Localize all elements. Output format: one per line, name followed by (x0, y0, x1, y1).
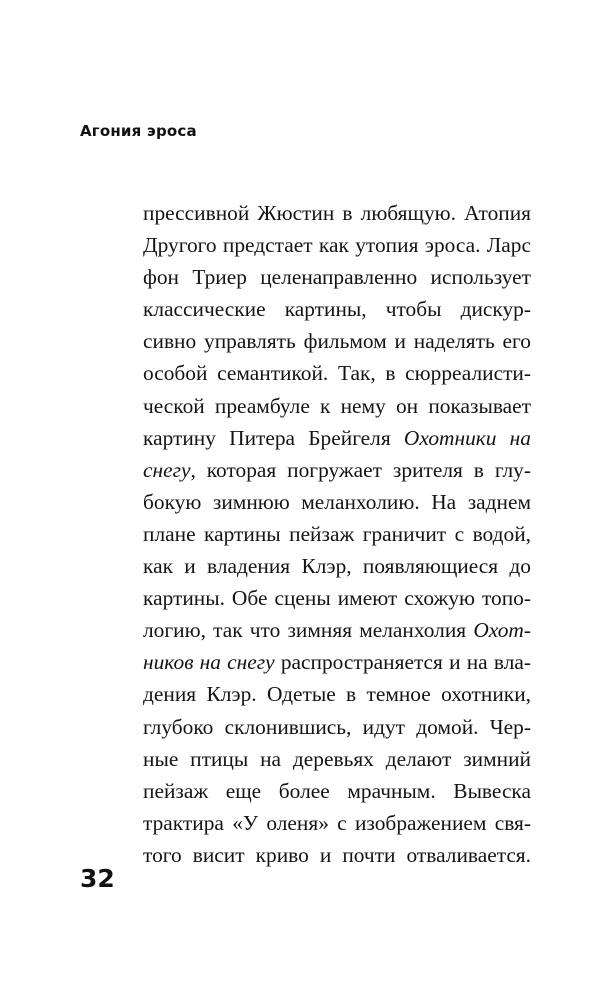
text-run: бокую зимнюю меланхолию. На заднем (143, 489, 531, 514)
italic-title-text: ников на снегу (143, 650, 275, 675)
text-line (143, 775, 531, 807)
text-line (143, 422, 531, 454)
running-head-title: Агония эроса (80, 122, 197, 140)
text-run: фон Триер целенаправленно использует (143, 265, 531, 290)
text-line (143, 261, 531, 293)
text-run: распространяется и на вла- (274, 650, 531, 675)
text-line (143, 839, 531, 871)
text-run: особой семантикой. Так, в сюрреалисти- (143, 361, 531, 386)
text-line (143, 293, 531, 325)
page-number: 32 (80, 864, 115, 893)
text-run: логию, так что зимняя меланхолия (143, 618, 474, 643)
text-run: глубоко склонившись, идут домой. Чер- (143, 714, 531, 739)
text-line (143, 486, 531, 518)
text-run: сивно управлять фильмом и наделять его (143, 329, 531, 354)
italic-title-text: снегу (143, 457, 191, 482)
text-run: , которая погружает зрителя в глу- (190, 457, 531, 482)
text-run: картины. Обе сцены имеют схожую топо- (143, 586, 531, 611)
text-line (143, 357, 531, 389)
text-run: дения Клэр. Одетые в темное охотники, (143, 682, 531, 707)
text-run: того висит криво и почти отваливается. (143, 842, 531, 867)
text-run: плане картины пейзаж граничит с водой, (143, 521, 531, 546)
italic-title-text: Охотники на (403, 425, 531, 450)
text-line (143, 614, 531, 646)
text-run: трактира «У оленя» с изображением свя- (143, 810, 531, 835)
text-run: Другого предстает как утопия эроса. Ларс (143, 233, 531, 258)
text-line (143, 646, 531, 678)
text-line (143, 390, 531, 422)
text-line (143, 550, 531, 582)
text-line (143, 518, 531, 550)
text-line (143, 582, 531, 614)
text-line (143, 229, 531, 261)
text-line (143, 678, 531, 710)
text-run: прессивной Жюстин в любящую. Атопия (143, 201, 531, 225)
text-run: ные птицы на деревьях делают зимний (143, 746, 531, 771)
text-run: картину Питера Брейгеля (143, 425, 404, 450)
text-line (143, 807, 531, 839)
text-line (143, 197, 531, 229)
text-run: пейзаж еще более мрачным. Вывеска (143, 778, 531, 803)
text-run: классические картины, чтобы дискур- (143, 297, 531, 322)
text-run: как и владения Клэр, появляющиеся до (143, 554, 531, 579)
body-paragraph (143, 197, 531, 871)
text-run: ческой преамбуле к нему он показывает (143, 393, 531, 418)
text-line (143, 325, 531, 357)
italic-title-text: Охот- (473, 618, 531, 643)
text-line (143, 711, 531, 743)
text-line (143, 454, 531, 486)
text-line (143, 743, 531, 775)
